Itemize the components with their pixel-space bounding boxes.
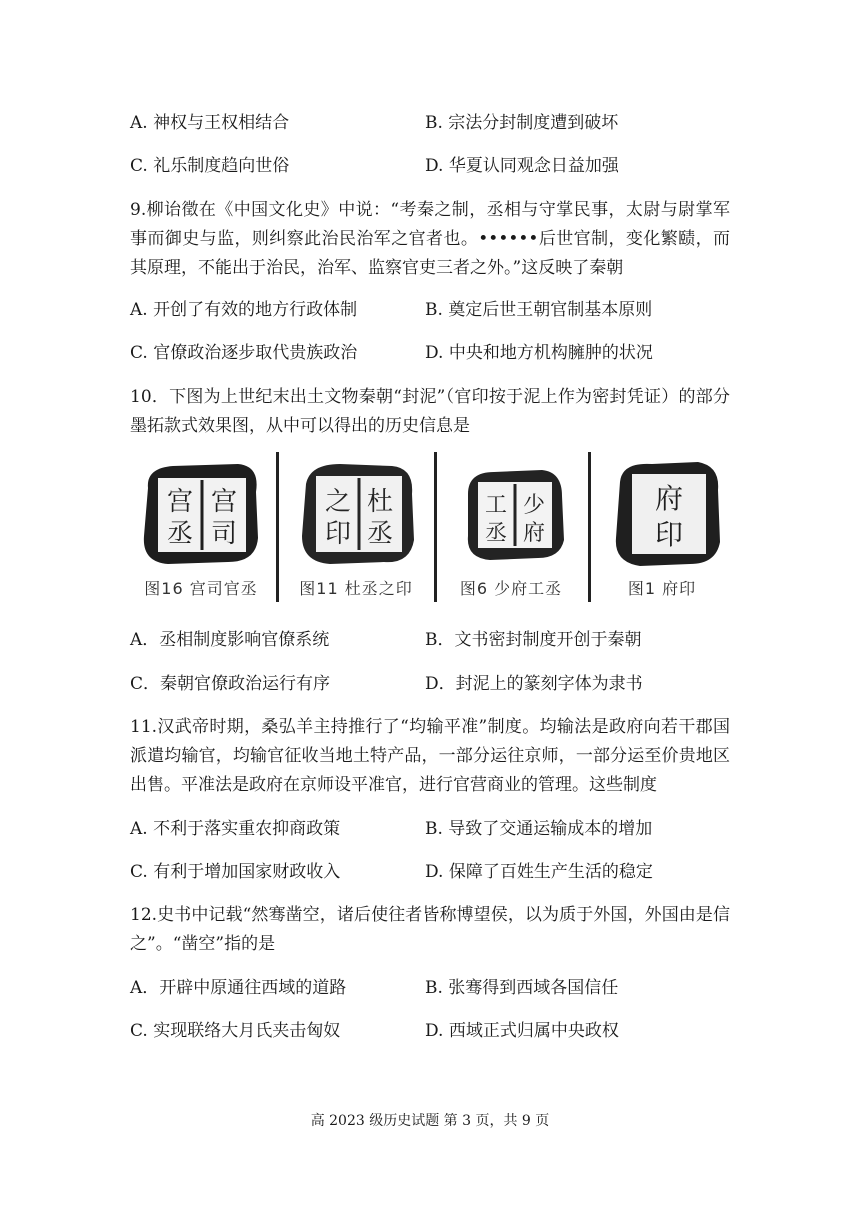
seal-1-glyph-1: 府 <box>654 482 684 515</box>
q9-option-c: C. 官僚政治逐步取代贵族政治 <box>130 343 358 363</box>
seal-6-rubbing <box>438 458 584 568</box>
q11-stem: 11.汉武帝时期，桑弘羊主持推行了“均输平准”制度。均输法是政府向若干郡国派遣均输官，均输官征收当地土特产品，一部分运往京师，一部分运至价贵地区出售。平准法是政府在京师设平准官，进行官营商业的管理。这些制度 <box>130 717 730 795</box>
seal-16-caption: 图16 宫司官丞 <box>144 579 258 598</box>
q11-option-d: D. 保障了百姓生产生活的稳定 <box>425 862 653 882</box>
figure-divider <box>588 452 591 602</box>
seal-11-rubbing <box>280 458 432 568</box>
seal-16-glyph-4: 丞 <box>166 519 194 549</box>
q9-option-a: A. 开创了有效的地方行政体制 <box>130 300 358 320</box>
figure-divider <box>276 452 279 602</box>
seal-11 <box>280 452 432 606</box>
q11-option-b: B. 导致了交通运输成本的增加 <box>425 819 653 839</box>
q10-stem: 10．下图为上世纪末出土文物秦朝“封泥”（官印按于泥上作为密封凭证）的部分墨拓款式效果图，从中可以得出的历史信息是 <box>130 387 730 436</box>
seal-16-glyph-2: 司 <box>210 519 238 549</box>
q10-option-c: C．秦朝官僚政治运行有序 <box>130 674 331 694</box>
q10-option-b: B．文书密封制度开创于秦朝 <box>425 630 642 650</box>
q10-option-d: D．封泥上的篆刻字体为隶书 <box>425 674 643 694</box>
seal-6-glyph-2: 府 <box>522 521 546 546</box>
seal-1-glyph-2: 印 <box>654 518 684 551</box>
q9-option-d: D. 中央和地方机构臃肿的状况 <box>425 343 653 363</box>
q12-stem: 12.史书中记载“然骞凿空，诸后使往者皆称博望侯，以为质于外国，外国由是信之”。“凿空”指的是 <box>130 905 730 954</box>
q8-option-a: A. 神权与王权相结合 <box>130 113 290 133</box>
seal-16-glyph-1: 宫 <box>210 487 238 517</box>
seal-16 <box>128 452 274 606</box>
seal-11-glyph-2: 丞 <box>366 519 394 549</box>
seal-11-glyph-3: 之 <box>324 487 352 517</box>
seal-11-glyph-1: 杜 <box>366 487 394 517</box>
seal-6-glyph-1: 少 <box>522 493 546 518</box>
q10-option-a: A．丞相制度影响官僚系统 <box>130 630 330 650</box>
q12-option-a: A．开辟中原通往西域的道路 <box>130 978 347 998</box>
q12-option-b: B. 张骞得到西域各国信任 <box>425 978 619 998</box>
q9-stem: 9.柳诒徵在《中国文化史》中说：“考秦之制，丞相与守掌民事，太尉与尉掌军事而御史与监，则纠察此治民治军之官者也。••••••后世官制，变化繁赜，而其原理，不能出于治民，治军、监察官吏三者之外。”这反映了秦朝 <box>130 200 730 278</box>
q9-option-b: B. 奠定后世王朝官制基本原则 <box>425 300 653 320</box>
seal-6-caption: 图6 少府工丞 <box>459 579 563 598</box>
seal-1 <box>592 452 732 606</box>
page-footer: 高 2023 级历史试题 第 3 页，共 9 页 <box>310 1113 550 1129</box>
seal-1-caption: 图1 府印 <box>627 579 697 598</box>
seal-16-rubbing <box>128 458 274 568</box>
seal-1-rubbing <box>592 458 732 568</box>
seal-rubbings-figure <box>128 452 732 606</box>
seal-6-glyph-3: 工 <box>484 493 508 518</box>
q11-option-a: A. 不利于落实重农抑商政策 <box>130 819 341 839</box>
seal-6 <box>438 452 584 606</box>
seal-11-glyph-4: 印 <box>324 519 352 549</box>
q11-option-c: C. 有利于增加国家财政收入 <box>130 862 341 882</box>
seal-16-glyph-3: 宫 <box>166 487 194 517</box>
q8-option-b: B. 宗法分封制度遭到破坏 <box>425 113 619 133</box>
q8-option-d: D. 华夏认同观念日益加强 <box>425 156 619 176</box>
q12-option-d: D. 西域正式归属中央政权 <box>425 1021 619 1041</box>
q12-option-c: C. 实现联络大月氏夹击匈奴 <box>130 1021 341 1041</box>
q8-option-c: C. 礼乐制度趋向世俗 <box>130 156 290 176</box>
figure-divider <box>434 452 437 602</box>
seal-11-caption: 图11 杜丞之印 <box>299 579 413 598</box>
seal-6-glyph-4: 丞 <box>484 521 508 546</box>
